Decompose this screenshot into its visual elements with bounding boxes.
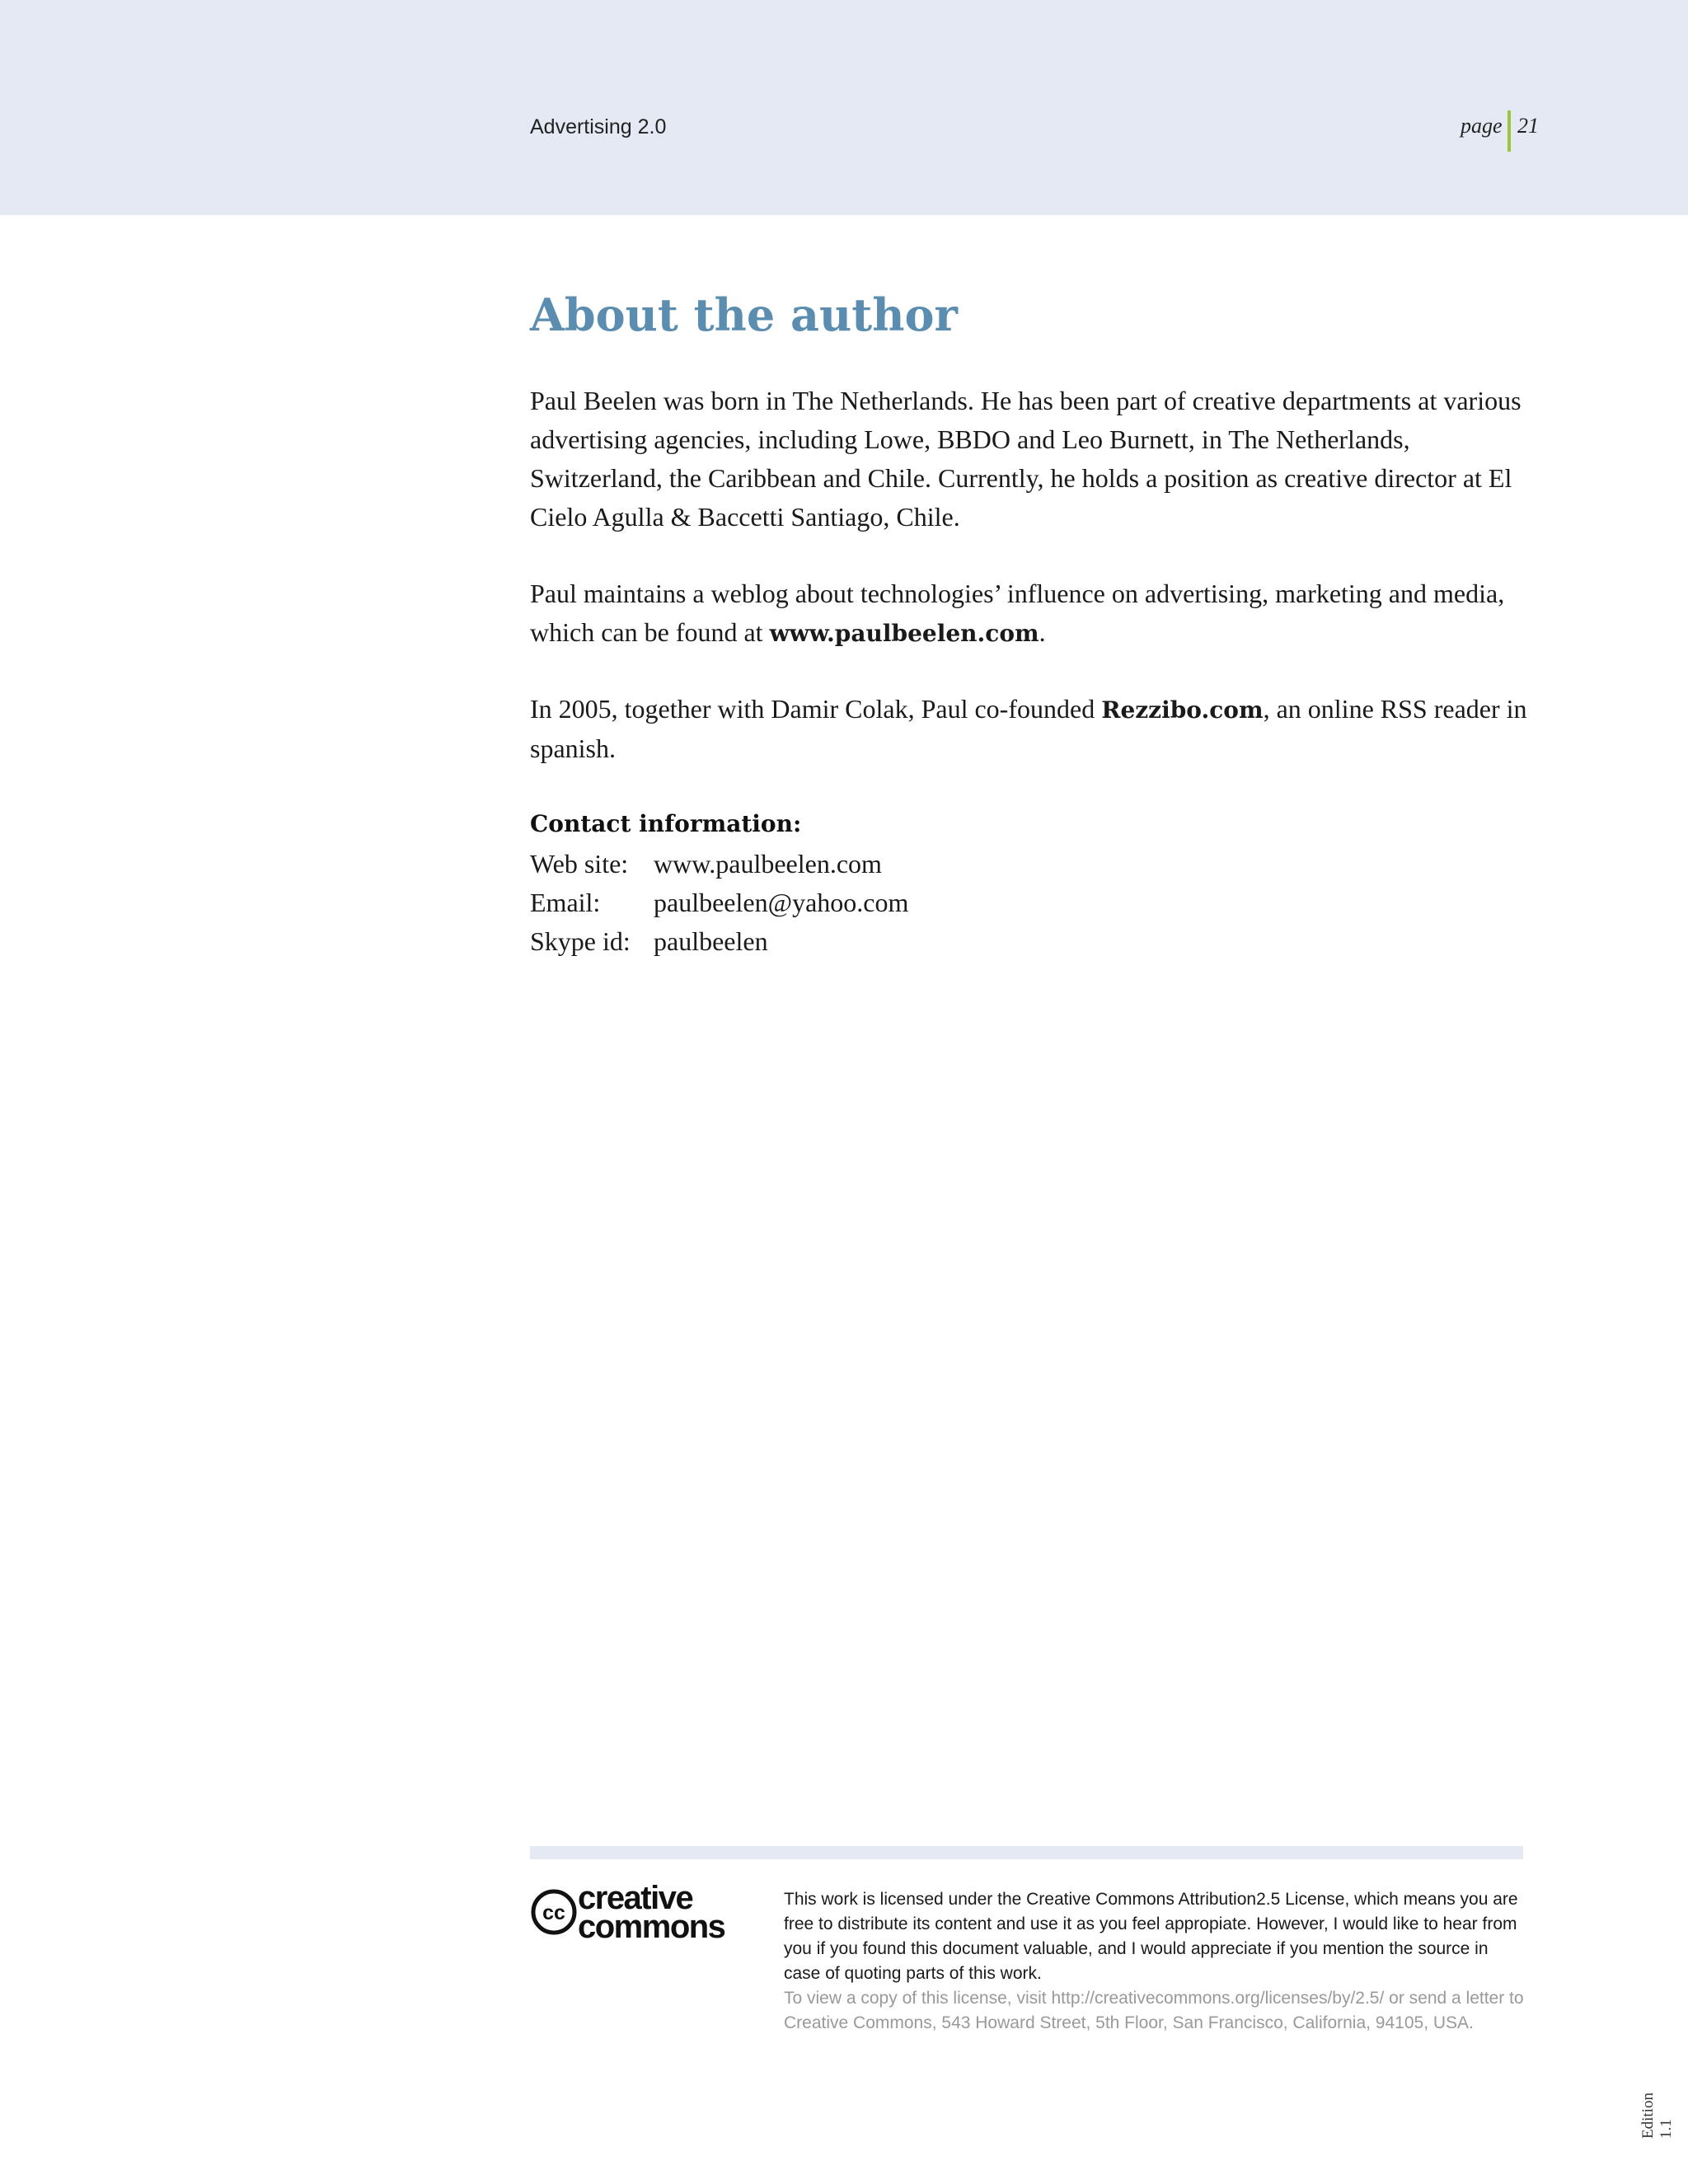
skype-value: paulbeelen xyxy=(654,926,768,956)
contact-table xyxy=(530,845,908,961)
page-number: 21 xyxy=(1517,114,1539,138)
rezzibo-link[interactable]: Rezzibo.com xyxy=(1101,696,1264,724)
creative-commons-logo-icon xyxy=(530,1882,753,1943)
email-value[interactable]: paulbeelen@yahoo.com xyxy=(654,888,909,917)
license-text xyxy=(784,1887,1526,2036)
header-band xyxy=(0,0,1688,215)
logo-word-commons: commons xyxy=(578,1909,725,1943)
page-divider-rule xyxy=(1507,110,1511,152)
contact-row-website xyxy=(530,845,908,883)
page-label: page xyxy=(1461,114,1503,138)
edition-label: Edition 1.1 xyxy=(1639,2093,1675,2139)
contact-label: Web site: xyxy=(530,849,629,879)
license-address: To view a copy of this license, visit http://creativecommons.org/licenses/by/2.5/ or send a letter to Creative Commons, 543 Howard Street, 5th Floor, San Francisco, California, 94105, USA. xyxy=(784,1989,1524,2032)
bio-paragraph-1: Paul Beelen was born in The Netherlands. He has been part of creative departments at various advertising agencies, including Lowe, BBDO and Leo Burnett, in The Netherlands, Switzerland, the Caribbean and Chile. Currently, he holds a position as creative director at El Cielo Agulla & Baccetti Santiago, Chile. xyxy=(530,386,1522,532)
contact-row-email xyxy=(530,883,908,922)
bio-paragraph-3 xyxy=(530,690,1531,768)
page-title: About the author xyxy=(530,288,958,341)
weblog-link[interactable]: www.paulbeelen.com xyxy=(769,620,1039,647)
license-statement: This work is licensed under the Creative Commons Attribution2.5 License, which means you are free to distribute its content and use it as you feel appropiate. However, I would like to hear from you if you found this document valuable, and I would appreciate if you mention the source in case of quoting parts of this work. xyxy=(784,1890,1518,1983)
contact-label: Skype id: xyxy=(530,926,631,956)
running-title: Advertising 2.0 xyxy=(530,115,667,138)
logo-word-creative: creative xyxy=(578,1882,693,1916)
paragraph-text: Paul maintains a weblog about technologies’ influence on advertising, marketing and media, which can be found at xyxy=(530,579,1505,647)
contact-label: Email: xyxy=(530,888,601,917)
website-value[interactable]: www.paulbeelen.com xyxy=(654,849,882,879)
paragraph-text: In 2005, together with Damir Colak, Paul co-founded xyxy=(530,694,1102,724)
paragraph-text: , an online RSS reader in spanish. xyxy=(530,694,1527,763)
bio-paragraph-2 xyxy=(530,574,1531,653)
contact-heading: Contact information: xyxy=(530,810,802,837)
cc-mark: cc xyxy=(542,1901,565,1924)
contact-row-skype xyxy=(530,922,908,961)
paragraph-text: . xyxy=(1039,617,1046,647)
footer-rule xyxy=(530,1846,1523,1859)
